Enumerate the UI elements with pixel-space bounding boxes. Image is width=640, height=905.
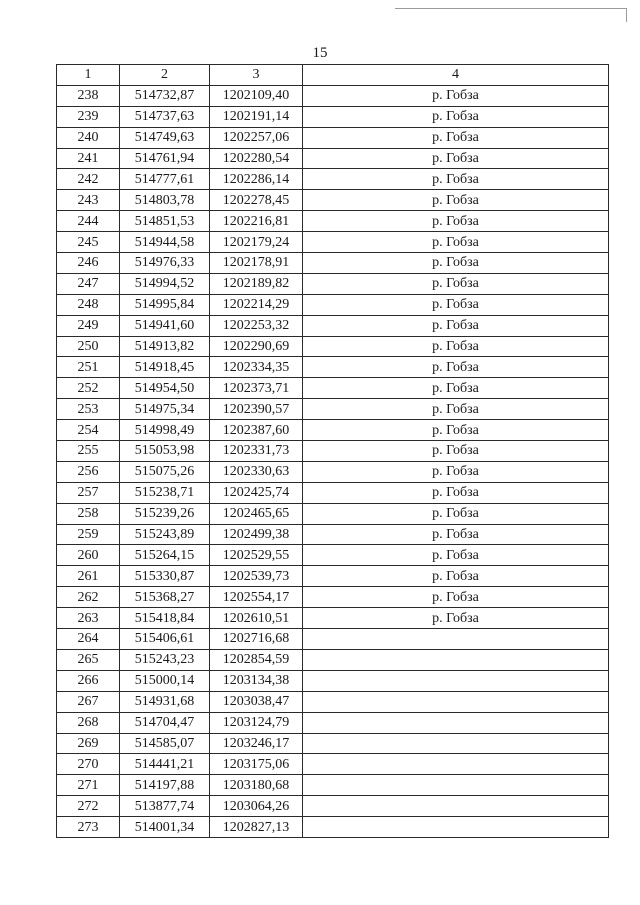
cell-point-number: 249 — [57, 315, 120, 336]
cell-x-coordinate: 514732,87 — [120, 85, 210, 106]
cell-description: р. Гобза — [303, 294, 609, 315]
cell-x-coordinate: 514749,63 — [120, 127, 210, 148]
cell-point-number: 254 — [57, 420, 120, 441]
cell-y-coordinate: 1203175,06 — [210, 754, 303, 775]
cell-point-number: 251 — [57, 357, 120, 378]
table-row — [57, 545, 609, 566]
cell-y-coordinate: 1202499,38 — [210, 524, 303, 545]
cell-y-coordinate: 1202854,59 — [210, 649, 303, 670]
table-row — [57, 253, 609, 274]
cell-x-coordinate: 514197,88 — [120, 775, 210, 796]
cell-x-coordinate: 514001,34 — [120, 817, 210, 838]
table-row — [57, 796, 609, 817]
cell-point-number: 268 — [57, 712, 120, 733]
column-header-number: 1 — [57, 65, 120, 86]
cell-y-coordinate: 1202334,35 — [210, 357, 303, 378]
cell-x-coordinate: 513877,74 — [120, 796, 210, 817]
table-row — [57, 190, 609, 211]
cell-y-coordinate: 1202331,73 — [210, 441, 303, 462]
cell-point-number: 246 — [57, 253, 120, 274]
cell-description — [303, 754, 609, 775]
cell-y-coordinate: 1202216,81 — [210, 211, 303, 232]
cell-description: р. Гобза — [303, 190, 609, 211]
cell-y-coordinate: 1202554,17 — [210, 587, 303, 608]
cell-y-coordinate: 1202253,32 — [210, 315, 303, 336]
table-header-row — [57, 65, 609, 86]
table-row — [57, 775, 609, 796]
cell-point-number: 239 — [57, 106, 120, 127]
cell-y-coordinate: 1202465,65 — [210, 503, 303, 524]
cell-point-number: 245 — [57, 232, 120, 253]
cell-x-coordinate: 515239,26 — [120, 503, 210, 524]
cell-point-number: 244 — [57, 211, 120, 232]
cell-y-coordinate: 1202178,91 — [210, 253, 303, 274]
table-row — [57, 211, 609, 232]
cell-y-coordinate: 1202286,14 — [210, 169, 303, 190]
cell-x-coordinate: 514777,61 — [120, 169, 210, 190]
cell-x-coordinate: 514995,84 — [120, 294, 210, 315]
cell-y-coordinate: 1202425,74 — [210, 482, 303, 503]
cell-x-coordinate: 514941,60 — [120, 315, 210, 336]
cell-x-coordinate: 514851,53 — [120, 211, 210, 232]
cell-y-coordinate: 1202214,29 — [210, 294, 303, 315]
table-row — [57, 733, 609, 754]
table-body — [57, 85, 609, 837]
cell-x-coordinate: 514931,68 — [120, 691, 210, 712]
cell-y-coordinate: 1202529,55 — [210, 545, 303, 566]
table-row — [57, 817, 609, 838]
cell-point-number: 255 — [57, 441, 120, 462]
table-row — [57, 503, 609, 524]
cell-point-number: 247 — [57, 273, 120, 294]
cell-y-coordinate: 1202280,54 — [210, 148, 303, 169]
table-row — [57, 232, 609, 253]
cell-y-coordinate: 1202278,45 — [210, 190, 303, 211]
cell-point-number: 264 — [57, 629, 120, 650]
cell-x-coordinate: 515243,23 — [120, 649, 210, 670]
cell-x-coordinate: 514954,50 — [120, 378, 210, 399]
cell-point-number: 263 — [57, 608, 120, 629]
table-row — [57, 670, 609, 691]
cell-x-coordinate: 515406,61 — [120, 629, 210, 650]
cell-x-coordinate: 515368,27 — [120, 587, 210, 608]
cell-description: р. Гобза — [303, 545, 609, 566]
cell-description: р. Гобза — [303, 461, 609, 482]
cell-y-coordinate: 1203134,38 — [210, 670, 303, 691]
cell-description: р. Гобза — [303, 524, 609, 545]
cell-description: р. Гобза — [303, 566, 609, 587]
table-row — [57, 294, 609, 315]
cell-point-number: 272 — [57, 796, 120, 817]
cell-point-number: 240 — [57, 127, 120, 148]
coordinates-table — [56, 64, 609, 838]
cell-y-coordinate: 1202539,73 — [210, 566, 303, 587]
table-row — [57, 587, 609, 608]
cell-x-coordinate: 514761,94 — [120, 148, 210, 169]
cell-description: р. Гобза — [303, 315, 609, 336]
cell-description: р. Гобза — [303, 127, 609, 148]
cell-description: р. Гобза — [303, 357, 609, 378]
table-row — [57, 712, 609, 733]
cell-y-coordinate: 1203180,68 — [210, 775, 303, 796]
cell-description — [303, 733, 609, 754]
cell-x-coordinate: 514976,33 — [120, 253, 210, 274]
cell-y-coordinate: 1202827,13 — [210, 817, 303, 838]
cell-x-coordinate: 515075,26 — [120, 461, 210, 482]
table-row — [57, 524, 609, 545]
table-row — [57, 85, 609, 106]
table-row — [57, 273, 609, 294]
table-row — [57, 441, 609, 462]
table-row — [57, 629, 609, 650]
table-row — [57, 461, 609, 482]
table-row — [57, 357, 609, 378]
cell-description: р. Гобза — [303, 441, 609, 462]
cell-point-number: 260 — [57, 545, 120, 566]
cell-y-coordinate: 1203246,17 — [210, 733, 303, 754]
cell-point-number: 238 — [57, 85, 120, 106]
cell-y-coordinate: 1203038,47 — [210, 691, 303, 712]
table-row — [57, 315, 609, 336]
cell-x-coordinate: 514585,07 — [120, 733, 210, 754]
cell-description: р. Гобза — [303, 85, 609, 106]
cell-y-coordinate: 1202716,68 — [210, 629, 303, 650]
cell-point-number: 257 — [57, 482, 120, 503]
cell-x-coordinate: 515238,71 — [120, 482, 210, 503]
cell-y-coordinate: 1202387,60 — [210, 420, 303, 441]
cell-description: р. Гобза — [303, 232, 609, 253]
scan-artifact-line — [626, 8, 627, 22]
table-row — [57, 691, 609, 712]
cell-x-coordinate: 514704,47 — [120, 712, 210, 733]
cell-description: р. Гобза — [303, 378, 609, 399]
scan-artifact-line — [395, 8, 627, 9]
cell-point-number: 267 — [57, 691, 120, 712]
cell-y-coordinate: 1203124,79 — [210, 712, 303, 733]
cell-x-coordinate: 514944,58 — [120, 232, 210, 253]
cell-point-number: 242 — [57, 169, 120, 190]
table-row — [57, 399, 609, 420]
column-header-description: 4 — [303, 65, 609, 86]
cell-description — [303, 691, 609, 712]
cell-x-coordinate: 515264,15 — [120, 545, 210, 566]
cell-description: р. Гобза — [303, 399, 609, 420]
column-header-y: 3 — [210, 65, 303, 86]
cell-description — [303, 775, 609, 796]
cell-point-number: 271 — [57, 775, 120, 796]
cell-y-coordinate: 1203064,26 — [210, 796, 303, 817]
cell-description: р. Гобза — [303, 148, 609, 169]
table-row — [57, 148, 609, 169]
cell-point-number: 253 — [57, 399, 120, 420]
cell-x-coordinate: 514441,21 — [120, 754, 210, 775]
cell-x-coordinate: 515418,84 — [120, 608, 210, 629]
cell-description — [303, 796, 609, 817]
cell-point-number: 252 — [57, 378, 120, 399]
cell-x-coordinate: 514998,49 — [120, 420, 210, 441]
cell-point-number: 266 — [57, 670, 120, 691]
cell-x-coordinate: 515243,89 — [120, 524, 210, 545]
table-row — [57, 649, 609, 670]
cell-description — [303, 670, 609, 691]
table-row — [57, 336, 609, 357]
column-header-x: 2 — [120, 65, 210, 86]
cell-x-coordinate: 515000,14 — [120, 670, 210, 691]
cell-x-coordinate: 514737,63 — [120, 106, 210, 127]
cell-y-coordinate: 1202257,06 — [210, 127, 303, 148]
cell-x-coordinate: 514803,78 — [120, 190, 210, 211]
cell-description: р. Гобза — [303, 273, 609, 294]
cell-description — [303, 649, 609, 670]
cell-y-coordinate: 1202109,40 — [210, 85, 303, 106]
cell-description: р. Гобза — [303, 420, 609, 441]
cell-x-coordinate: 515053,98 — [120, 441, 210, 462]
cell-description: р. Гобза — [303, 253, 609, 274]
cell-x-coordinate: 514994,52 — [120, 273, 210, 294]
cell-y-coordinate: 1202189,82 — [210, 273, 303, 294]
cell-y-coordinate: 1202330,63 — [210, 461, 303, 482]
table-row — [57, 106, 609, 127]
cell-point-number: 265 — [57, 649, 120, 670]
table-row — [57, 482, 609, 503]
table-row — [57, 566, 609, 587]
cell-description: р. Гобза — [303, 608, 609, 629]
cell-x-coordinate: 514975,34 — [120, 399, 210, 420]
cell-description: р. Гобза — [303, 587, 609, 608]
table-row — [57, 608, 609, 629]
cell-description: р. Гобза — [303, 482, 609, 503]
cell-description: р. Гобза — [303, 169, 609, 190]
cell-point-number: 269 — [57, 733, 120, 754]
page-number: 15 — [312, 45, 328, 61]
cell-point-number: 248 — [57, 294, 120, 315]
cell-x-coordinate: 514918,45 — [120, 357, 210, 378]
cell-point-number: 250 — [57, 336, 120, 357]
table-row — [57, 754, 609, 775]
cell-description — [303, 629, 609, 650]
table-row — [57, 420, 609, 441]
cell-description: р. Гобза — [303, 211, 609, 232]
cell-point-number: 273 — [57, 817, 120, 838]
cell-x-coordinate: 514913,82 — [120, 336, 210, 357]
cell-y-coordinate: 1202610,51 — [210, 608, 303, 629]
table-row — [57, 378, 609, 399]
cell-description: р. Гобза — [303, 336, 609, 357]
cell-x-coordinate: 515330,87 — [120, 566, 210, 587]
cell-y-coordinate: 1202179,24 — [210, 232, 303, 253]
cell-description: р. Гобза — [303, 106, 609, 127]
cell-description: р. Гобза — [303, 503, 609, 524]
cell-point-number: 261 — [57, 566, 120, 587]
cell-y-coordinate: 1202290,69 — [210, 336, 303, 357]
cell-description — [303, 712, 609, 733]
cell-point-number: 262 — [57, 587, 120, 608]
cell-y-coordinate: 1202373,71 — [210, 378, 303, 399]
table-row — [57, 169, 609, 190]
cell-point-number: 256 — [57, 461, 120, 482]
cell-point-number: 243 — [57, 190, 120, 211]
cell-point-number: 270 — [57, 754, 120, 775]
table-row — [57, 127, 609, 148]
cell-point-number: 258 — [57, 503, 120, 524]
cell-point-number: 241 — [57, 148, 120, 169]
cell-y-coordinate: 1202390,57 — [210, 399, 303, 420]
cell-y-coordinate: 1202191,14 — [210, 106, 303, 127]
cell-description — [303, 817, 609, 838]
cell-point-number: 259 — [57, 524, 120, 545]
